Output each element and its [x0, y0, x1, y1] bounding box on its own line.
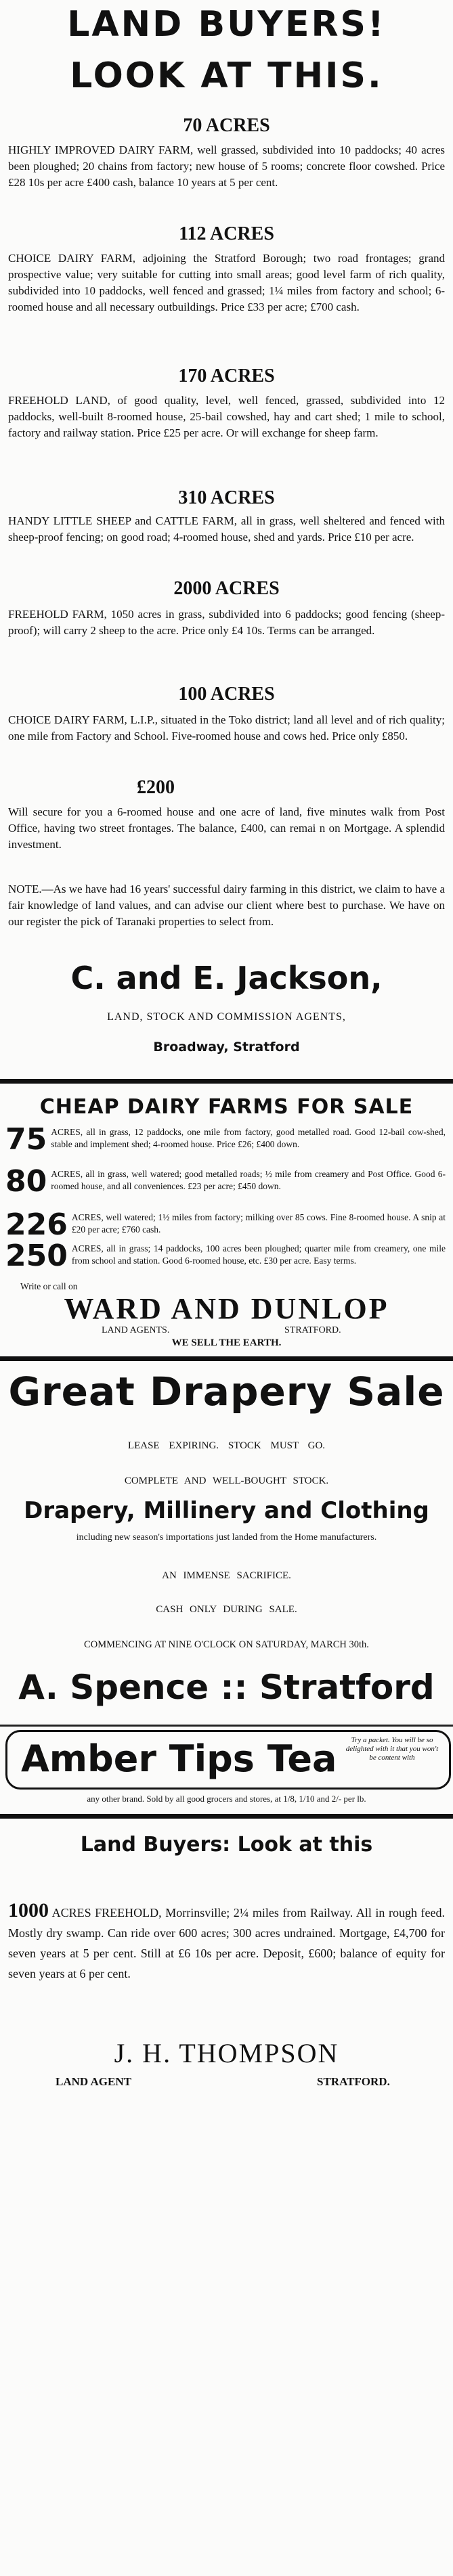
drapery-sale-title: Great Drapery Sale [8, 1369, 445, 1415]
listing-heading: 170 ACRES [178, 365, 275, 386]
cash-line: CASH ONLY DURING SALE. [156, 1604, 297, 1615]
town-label: STRATFORD. [317, 2075, 390, 2088]
listing-number: 1000 [8, 1899, 49, 1922]
thompson-listing [8, 1901, 445, 1984]
firm-address: Broadway, Stratford [153, 1040, 300, 1054]
spence-firm: A. Spence :: Stratford [18, 1668, 435, 1707]
firm-name: C. and E. Jackson, [70, 960, 383, 996]
thompson-title: Land Buyers: Look at this [80, 1833, 373, 1857]
listing-text: FREEHOLD FARM, 1050 acres in grass, subdivided into 6 paddocks; good fencing (sheep-proof); will carry 2 sheep to the acre. Price only £4 10s. Terms can be arranged. [8, 608, 445, 637]
agents-label: LAND AGENTS. [102, 1325, 170, 1335]
sacrifice-line: AN IMMENSE SACRIFICE. [162, 1570, 291, 1581]
listing-text: CHOICE DAIRY FARM, adjoining the Stratford Borough; two road frontages; grand prospective value; very suitable for cutting into small areas; good level farm of rich quality, subdivided into 10 paddocks, well fenced and grassed; 1¼ miles from factory and school; 6-roomed house and all necessary outbuildings. Price £33 per acre; £700 cash. [8, 252, 445, 313]
listing-heading: 70 ACRES [183, 115, 270, 136]
listing-item [5, 1122, 446, 1157]
listing-heading: 310 ACRES [178, 487, 275, 508]
listing-heading: £200 [137, 777, 175, 798]
listing-number: 75 [5, 1122, 47, 1157]
listing-heading: 2000 ACRES [173, 578, 280, 599]
thompson-firm: J. H. THOMPSON [114, 2038, 339, 2068]
drapery-headline: Drapery, Millinery and Clothing [24, 1497, 429, 1524]
listing-text: HIGHLY IMPROVED DAIRY FARM, well grassed, subdivided into 10 paddocks; 40 acres been ploughed; 20 chains from factory; new house of 5 rooms; concrete floor cowshed. Price £28 10s per acre £400 cash, balance 10 years at 5 per cent. [8, 143, 445, 189]
divider [0, 1814, 453, 1819]
slogan: WE SELL THE EARTH. [171, 1337, 282, 1348]
listing-text: ACRES, all in grass, well watered; good metalled roads; ½ mile from creamery and Post Office. Good 6-roomed house, and all conveniences. £23 per acre; £450 down. [51, 1169, 446, 1191]
listing-item [5, 1239, 446, 1273]
listing-number: 250 [5, 1239, 68, 1273]
tea-brand: Amber Tips Tea [21, 1737, 337, 1780]
listing-text: FREEHOLD LAND, of good quality, level, well fenced, grassed, subdivided into 12 paddocks, well-built 8-roomed house, 25-bail cowshed, hay and cart shed; 1 mile to school, factory and railway station. Price £25 per acre. Or will exchange for sheep farm. [8, 394, 445, 439]
tea-box [5, 1730, 451, 1790]
listing-text: CHOICE DAIRY FARM, L.I.P., situated in the Toko district; land all level and of rich quality; one mile from Factory and School. Five-roomed house and cows hed. Price only £850. [8, 713, 445, 742]
listing-text: ACRES, well watered; 1½ miles from factory; milking over 85 cows. Fine 8-roomed house. A snip at £20 per acre; £760 cash. [71, 1212, 446, 1235]
commencing-line: COMMENCING AT NINE O'CLOCK ON SATURDAY, MARCH 30th. [84, 1639, 369, 1650]
divider [0, 1079, 453, 1084]
divider [0, 1356, 453, 1361]
listing-item [5, 1164, 446, 1199]
stock-line: COMPLETE AND WELL-BOUGHT STOCK. [124, 1475, 329, 1486]
listing-text: ACRES, all in grass, 12 paddocks, one mile from factory, good metalled road. Good 12-bail cow-shed, stable and implement shed; 4-roomed house. Price £26; £400 down. [51, 1127, 446, 1149]
listing-heading: 112 ACRES [179, 223, 274, 244]
listing-text: ACRES, all in grass; 14 paddocks, 100 acres been ploughed; quarter mile from creamery, one mile from school and station. Good 6-roomed house, etc. £30 per acre. Easy terms. [71, 1243, 446, 1266]
cheap-farms-title: CHEAP DAIRY FARMS FOR SALE [39, 1095, 414, 1119]
tea-footer: any other brand. Sold by all good grocers and stores, at 1/8, 1/10 and 2/- per lb. [87, 1794, 366, 1804]
listing-number: 226 [5, 1207, 68, 1242]
town-label: STRATFORD. [284, 1325, 341, 1335]
imports-line: including new season's importations just landed from the Home manufacturers. [76, 1532, 377, 1542]
divider [0, 1725, 453, 1727]
tea-side-note: Try a packet. You will be so delighted with it that you won't be content with [345, 1736, 439, 1762]
look-at-this-title: LOOK AT THIS. [70, 55, 383, 96]
write-line: Write or call on [20, 1281, 78, 1291]
agent-label: LAND AGENT [56, 2075, 131, 2088]
listing-text: ACRES FREEHOLD, Morrinsville; 2¼ miles from Railway. All in rough feed. Mostly dry swamp. Can ride over 600 acres; 300 acres undrained. Mortgage, £4,700 for seven years at 5 per cent. Still at £6 10s per acre. Deposit, £600; balance of equity for seven years at 6 per cent. [8, 1906, 445, 1980]
ward-dunlop-name: WARD AND DUNLOP [64, 1292, 389, 1325]
listing-number: 80 [5, 1164, 47, 1199]
listing-text: HANDY LITTLE SHEEP and CATTLE FARM, all in grass, well sheltered and fenced with sheep-proof fencing; on good road; 4-roomed house, shed and yards. Price £10 per acre. [8, 514, 445, 543]
land-buyers-title: LAND BUYERS! [67, 4, 386, 45]
listing-heading: 100 ACRES [178, 684, 275, 705]
listing-text: Will secure for you a 6-roomed house and one acre of land, five minutes walk from Post Office, having two street frontages. The balance, £400, can remai n on Mortgage. A splendid investment. [8, 805, 445, 851]
note-paragraph: NOTE.—As we have had 16 years' successful dairy farming in this district, we claim to have a fair knowledge of land values, and can advise our client where best to purchase. We have on our register the pick of Taranaki properties to select from. [8, 883, 445, 928]
lease-line: LEASE EXPIRING. STOCK MUST GO. [127, 1440, 326, 1451]
firm-subtitle: LAND, STOCK AND COMMISSION AGENTS, [107, 1011, 346, 1023]
listing-item [5, 1207, 446, 1242]
